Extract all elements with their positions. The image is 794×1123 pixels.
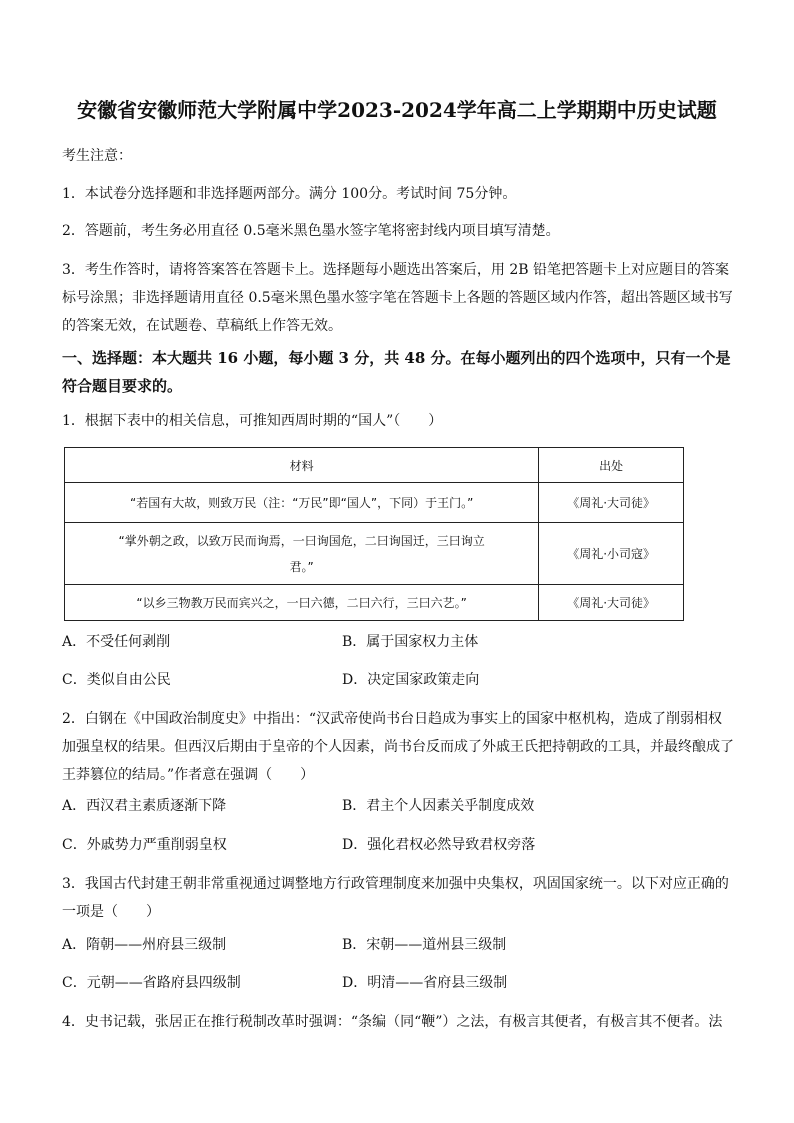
option-a: A．不受任何剥削 [62,634,171,650]
source-table [64,447,684,621]
notice-heading: 考生注意： [62,148,132,164]
table-row [65,483,684,523]
option-c: C．外戚势力严重削弱皇权 [62,837,227,853]
notice-item: 2．答题前，考生务必用直径 0.5毫米黑色墨水签字笔将密封线内项目填写清楚。 [62,223,560,239]
table-cell-material: “若国有大故，则致万民（注：“万民”即“国人”，下同）于王门。” [65,483,539,523]
option-a: A．隋朝——州府县三级制 [62,937,227,953]
option-c: C．元朝——省路府县四级制 [62,975,241,991]
option-c: C．类似自由公民 [62,672,171,688]
option-b: B．宋朝——道州县三级制 [342,937,507,953]
table-cell-material: “掌外朝之政，以致万民而询焉，一曰询国危，二曰询国迁，三曰询立君。” [65,523,539,585]
question-stem: 3．我国古代封建王朝非常重视通过调整地方行政管理制度来加强中央集权，巩固国家统一。以下对应正确的一项是（ ） [62,876,729,920]
table-header-source: 出处 [539,448,684,483]
option-d: D．明清——省府县三级制 [342,975,508,991]
option-d: D．强化君权必然导致君权旁落 [342,837,536,853]
table-cell-source: 《周礼·大司徒》 [539,585,684,621]
section-heading: 一、选择题：本大题共 16 小题，每小题 3 分，共 48 分。在每小题列出的四个选项中，只有一个是符合题目要求的。 [62,349,731,395]
table-cell-material: “以乡三物教万民而宾兴之，一曰六德，二曰六行，三曰六艺。” [65,585,539,621]
question-stem: 4．史书记载，张居正在推行税制改革时强调：“条编（同“鞭”）之法，有极言其便者，有极言其不便者。法 [62,1014,723,1030]
table-row [65,523,684,585]
table-cell-source: 《周礼·大司徒》 [539,483,684,523]
option-a: A．西汉君主素质逐渐下降 [62,798,227,814]
notice-item: 1．本试卷分选择题和非选择题两部分。满分 100分。考试时间 75分钟。 [62,186,517,202]
option-b: B．属于国家权力主体 [342,634,479,650]
question-stem: 2．白钢在《中国政治制度史》中指出：“汉武帝使尚书台日趋成为事实上的国家中枢机构，造成了削弱相权加强皇权的结果。但西汉后期由于皇帝的个人因素，尚书台反而成了外戚王氏把持朝政的工具，并最终酿成了王莽篡位的结局。”作者意在强调（ ） [62,711,734,783]
notice-item: 3．考生作答时，请将答案答在答题卡上。选择题每小题选出答案后，用 2B 铅笔把答题卡上对应题目的答案标号涂黑；非选择题请用直径 0.5毫米黑色墨水签字笔在答题卡上各题的答题区域内作答，超出答题区域书写的答案无效，在试题卷、草稿纸上作答无效。 [62,262,733,334]
question-stem: 1．根据下表中的相关信息，可推知西周时期的“国人”（ ） [62,413,443,429]
option-d: D．决定国家政策走向 [342,672,480,688]
table-header-material: 材料 [65,448,539,483]
table-row [65,585,684,621]
table-cell-source: 《周礼·小司寇》 [539,523,684,585]
exam-title: 安徽省安徽师范大学附属中学2023-2024学年高二上学期期中历史试题 [77,98,717,122]
option-b: B．君主个人因素关乎制度成效 [342,798,535,814]
